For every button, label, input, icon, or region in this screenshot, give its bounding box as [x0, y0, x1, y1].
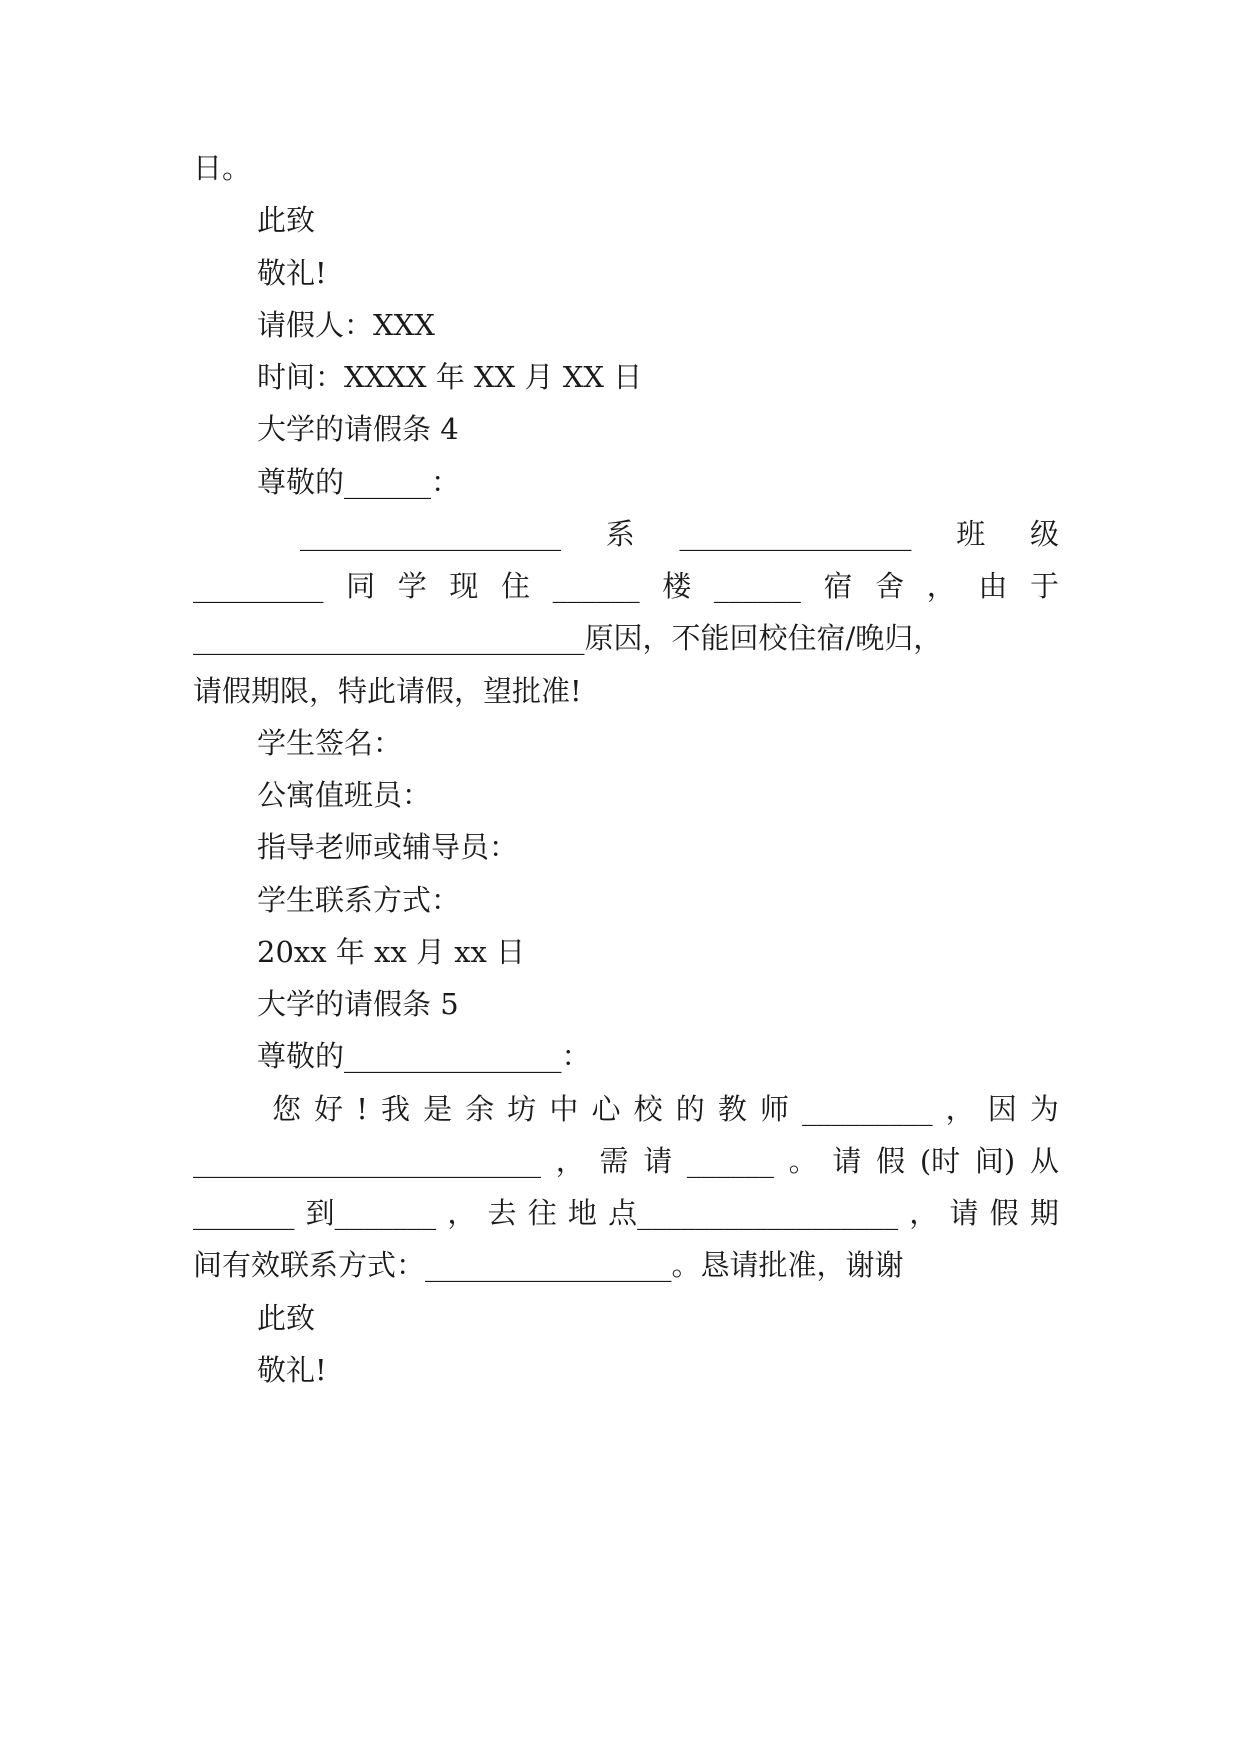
text-segment: 同	[346, 569, 376, 603]
paragraph-row	[193, 1193, 1059, 1233]
text-line: 日。	[193, 151, 252, 185]
text-line: 间有效联系方式：_________________。恳请批准，谢谢	[193, 1248, 904, 1282]
text-segment: 校	[633, 1092, 663, 1126]
text-segment: ，	[447, 1196, 477, 1230]
text-segment: ________________	[679, 517, 912, 551]
text-segment: 假	[989, 1196, 1019, 1230]
text-segment: 到_______	[305, 1196, 437, 1230]
paragraph-row	[272, 1089, 1059, 1129]
text-segment: 系	[605, 517, 635, 551]
text-segment: 好	[314, 1092, 344, 1126]
text-segment: 现	[449, 569, 479, 603]
text-segment: 去	[487, 1196, 517, 1230]
text-segment: 的	[675, 1092, 705, 1126]
text-segment: ______	[686, 1144, 774, 1178]
paragraph-row	[300, 514, 1059, 554]
text-segment: _________	[802, 1092, 933, 1126]
text-segment: 因	[987, 1092, 1017, 1126]
text-segment: 。	[788, 1144, 818, 1178]
text-segment: 请	[832, 1144, 862, 1178]
salutation: 尊敬的______：	[257, 465, 461, 499]
text-segment: 心	[591, 1092, 621, 1126]
text-segment: (时	[919, 1144, 961, 1178]
text-segment: 余	[465, 1092, 495, 1126]
paragraph-row	[193, 1141, 1059, 1181]
text-segment: 需	[599, 1144, 629, 1178]
text-line: 公寓值班员：	[257, 778, 432, 812]
text-segment: 坊	[507, 1092, 537, 1126]
text-segment: __________________	[300, 517, 561, 551]
text-segment: 级	[1029, 517, 1059, 551]
text-segment: 点__________________	[608, 1196, 899, 1230]
text-segment: _________	[193, 569, 324, 603]
text-segment: 假	[876, 1144, 906, 1178]
text-segment: 舍	[875, 569, 905, 603]
text-segment: 班	[956, 517, 986, 551]
text-line: 敬礼!	[257, 256, 327, 290]
text-segment: 往	[527, 1196, 557, 1230]
paragraph-row	[193, 566, 1059, 606]
text-segment: ，	[926, 569, 956, 603]
text-segment: 间)	[974, 1144, 1016, 1178]
text-segment: _______	[193, 1196, 295, 1230]
text-segment: ，	[945, 1092, 975, 1126]
text-segment: ，	[909, 1196, 939, 1230]
text-line: 此致	[257, 203, 316, 237]
text-segment: !	[356, 1092, 368, 1126]
text-segment: 地	[567, 1196, 597, 1230]
text-segment: 您	[272, 1092, 302, 1126]
text-segment: 请	[949, 1196, 979, 1230]
text-segment: ________________________	[193, 1144, 541, 1178]
text-segment: 我	[380, 1092, 410, 1126]
text-segment: 中	[549, 1092, 579, 1126]
text-segment: 师	[759, 1092, 789, 1126]
text-segment: 楼	[662, 569, 692, 603]
text-segment: 学	[397, 569, 427, 603]
text-segment: 教	[717, 1092, 747, 1126]
text-segment: 为	[1029, 1092, 1059, 1126]
section-title: 大学的请假条 4	[257, 412, 459, 446]
text-line: 敬礼!	[257, 1353, 327, 1387]
text-line: 20xx 年 xx 月 xx 日	[257, 935, 526, 969]
text-line: 请假人：XXX	[257, 308, 435, 342]
section-title: 大学的请假条 5	[257, 987, 459, 1021]
text-line: 指导老师或辅导员：	[257, 830, 519, 864]
text-line: 请假期限，特此请假，望批准!	[193, 674, 582, 708]
text-segment: 请	[643, 1144, 673, 1178]
salutation: 尊敬的_______________：	[257, 1039, 591, 1073]
text-segment: 于	[1029, 569, 1059, 603]
text-segment: 是	[423, 1092, 453, 1126]
paragraph-row: ___________________________原因，不能回校住宿/晚归，	[193, 621, 943, 655]
text-segment: 期	[1029, 1196, 1059, 1230]
text-line: 时间：XXXX 年 XX 月 XX 日	[257, 360, 643, 394]
text-segment: 宿	[823, 569, 853, 603]
text-line: 学生签名：	[257, 726, 403, 760]
text-line: 学生联系方式：	[257, 883, 461, 917]
text-segment: ，	[555, 1144, 585, 1178]
text-segment: 住	[500, 569, 530, 603]
text-segment: ______	[713, 569, 801, 603]
text-segment: ______	[552, 569, 640, 603]
text-line: 此致	[257, 1301, 316, 1335]
text-segment: 从	[1029, 1144, 1059, 1178]
text-segment: 由	[978, 569, 1008, 603]
